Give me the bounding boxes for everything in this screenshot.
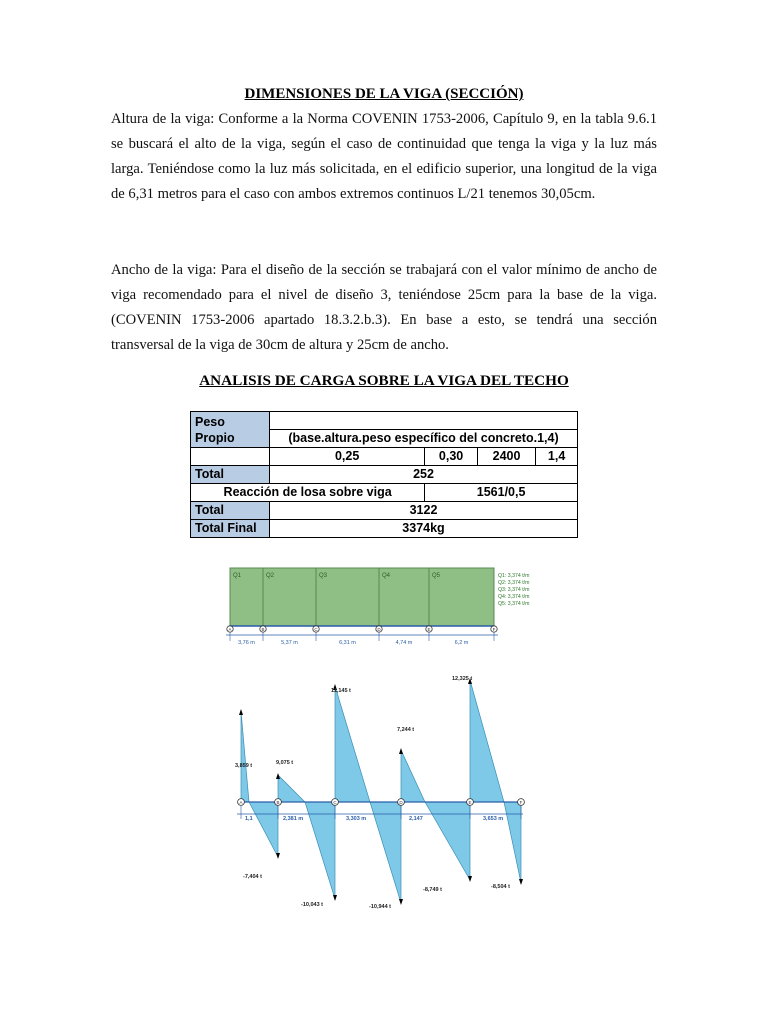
shear-negative-area	[249, 799, 280, 857]
shear-min-label: -10,043 t	[301, 902, 324, 908]
page-title: DIMENSIONES DE LA VIGA (SECCIÓN)	[244, 86, 524, 102]
empty-cell	[191, 448, 270, 466]
support-label: F	[492, 627, 496, 632]
shear-diagram	[225, 675, 535, 910]
shear-min-label: -7,404 t	[243, 874, 262, 880]
support-label: D	[377, 627, 381, 632]
zero-crossing-label: 3,653 m	[483, 816, 504, 822]
formula-cell	[270, 412, 578, 430]
shear-positive-area	[401, 750, 425, 802]
span-length-label: 4,74 m	[395, 640, 413, 646]
total-value: 252	[270, 466, 578, 484]
load-legend-entry: Q1: 3,374 t/m	[498, 573, 530, 579]
value-altura: 0,30	[425, 448, 478, 466]
shear-max-label: 3,859 t	[235, 763, 253, 769]
zero-crossing-label: 3,303 m	[346, 816, 367, 822]
load-segment-label: Q4	[382, 573, 391, 579]
value-base: 0,25	[270, 448, 425, 466]
total-label: Total	[191, 466, 270, 484]
total-final-value: 3374kg	[270, 520, 578, 538]
zero-crossing-label: 2,147	[409, 816, 423, 822]
shear-max-label: 9,075 t	[276, 760, 294, 766]
load-legend-entry: Q2: 3,374 t/m	[498, 580, 530, 586]
table-row	[191, 412, 578, 430]
total-value-2: 3122	[270, 502, 578, 520]
reaccion-label: Reacción de losa sobre viga	[191, 484, 425, 502]
zero-crossing-label: 2,381 m	[283, 816, 304, 822]
support-label: C	[333, 799, 337, 805]
value-peso-especifico: 2400	[477, 448, 535, 466]
peso-propio-line1: Peso	[195, 414, 225, 429]
shear-negative-area	[305, 799, 337, 899]
support-label: A	[228, 627, 232, 632]
span-length-label: 5,37 m	[281, 640, 298, 646]
load-segment-label: Q3	[319, 573, 328, 579]
table-row	[191, 448, 578, 466]
span-length-label: 3,76 m	[238, 640, 255, 646]
paragraph-beam-height: Altura de la viga: Conforme a la Norma COVENIN 1753-2006, Capítulo 9, en la tabla 9.6.1 se buscará el alto de la viga, según el caso de continuidad que tenga la viga y la luz más larga. Teniéndose como la luz más solicitada, en el edificio superior, una longitud de la viga de 6,31 metros para el caso con ambos extremos continuos L/21 tenemos 30,05cm.	[111, 111, 657, 202]
load-legend-entry: Q3: 3,374 t/m	[498, 587, 530, 593]
reaccion-value: 1561/0,5	[425, 484, 578, 502]
shear-arrow-up	[399, 748, 403, 754]
shear-max-label: 12,325 t	[452, 676, 473, 682]
shear-arrow-up	[239, 709, 243, 715]
shear-positive-area	[335, 686, 370, 802]
load-diagram	[220, 565, 555, 655]
total-label-2: Total	[191, 502, 270, 520]
shear-min-label: -8,749 t	[423, 887, 442, 893]
shear-arrow-down	[399, 899, 403, 905]
support-label: E	[468, 799, 472, 805]
shear-arrow-down	[519, 879, 523, 885]
table-row	[191, 466, 578, 484]
load-analysis-title: ANALISIS DE CARGA SOBRE LA VIGA DEL TECHO	[199, 372, 569, 389]
shear-max-label: 11,145 t	[331, 688, 351, 694]
table-row	[191, 520, 578, 538]
load-segment-label: Q1	[233, 573, 242, 579]
shear-positive-area	[241, 711, 249, 802]
shear-negative-area	[370, 799, 403, 903]
support-label: F	[519, 799, 523, 805]
support-label: B	[261, 627, 265, 632]
shear-min-label: -8,504 t	[491, 884, 510, 890]
zero-crossing-label: 1,1	[245, 816, 253, 822]
shear-positive-area	[470, 680, 504, 802]
shear-arrow-down	[333, 895, 337, 901]
shear-max-label: 7,244 t	[397, 727, 415, 733]
span-length-label: 6,2 m	[454, 640, 469, 646]
support-label: E	[427, 627, 431, 632]
value-factor: 1,4	[536, 448, 578, 466]
load-legend-entry: Q4: 3,374 t/m	[498, 594, 530, 600]
shear-min-label: -10,944 t	[369, 904, 392, 910]
shear-arrow-down	[276, 853, 280, 859]
peso-propio-label	[191, 412, 270, 448]
support-label: D	[399, 799, 403, 805]
load-table	[190, 411, 578, 538]
total-final-label: Total Final	[191, 520, 270, 538]
span-length-label: 6,31 m	[339, 640, 356, 646]
peso-propio-line2: Propio	[195, 430, 235, 445]
shear-arrow-down	[468, 876, 472, 882]
table-row	[191, 484, 578, 502]
support-label: A	[239, 799, 243, 805]
load-legend-entry: Q5: 3,374 t/m	[498, 601, 530, 607]
table-row	[191, 502, 578, 520]
paragraph-beam-width: Ancho de la viga: Para el diseño de la sección se trabajará con el valor mínimo de ancho de viga recomendado para el nivel de diseño 3, teniéndose 25cm para la base de la viga. (COVENIN 1753-2006 apartado 18.3.2.b.3). En base a esto, se tendrá una sección transversal de la viga de 30cm de altura y 25cm de ancho.	[111, 262, 657, 353]
support-label: C	[314, 627, 318, 632]
load-segment-label: Q5	[432, 573, 441, 579]
support-label: B	[276, 799, 280, 805]
formula-text: (base.altura.peso específico del concreto.1,4)	[270, 430, 578, 448]
load-segment-label: Q2	[266, 573, 275, 579]
shear-positive-area	[278, 775, 305, 802]
